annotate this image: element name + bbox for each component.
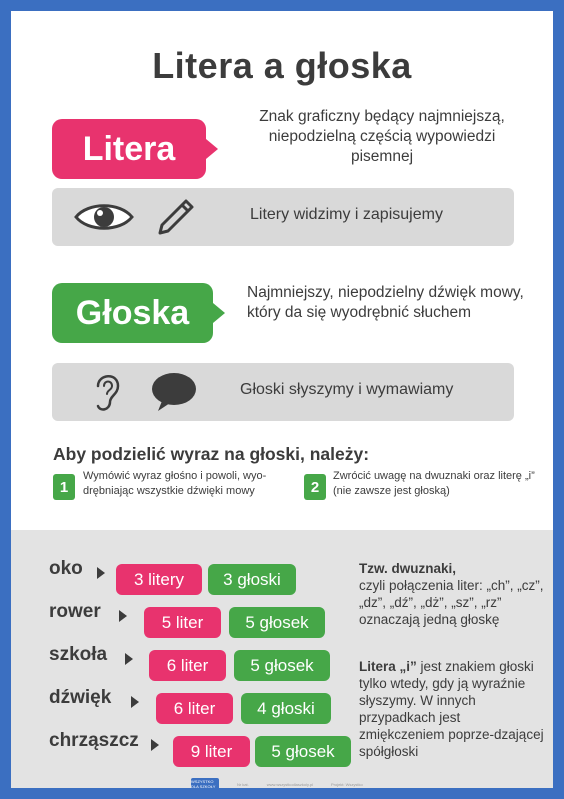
arrow-right-icon [125,653,133,665]
pencil-icon [156,197,196,242]
gloska-tag [52,283,213,343]
arrow-right-icon [131,696,139,708]
litera-definition: Znak graficzny będący najmniejszą, niepodzielną częścią wypowiedzi pisemnej [259,108,505,165]
gloska-definition: Najmniejszy, niepodzielny dźwięk mowy, który da się wyodrębnić słuchem [247,284,524,321]
example-word: szkoła [49,644,108,665]
gloska-bar [52,363,514,421]
arrow-right-icon [151,739,159,751]
digraphs-note [359,560,547,628]
footer [191,781,363,787]
sound-count-pill: 5 głosek [234,650,330,681]
example-word: dźwięk [49,687,112,708]
litera-tag [52,119,206,179]
poster [11,11,553,788]
letter-count-pill: 3 litery [116,564,202,595]
letter-i-heading: Litera „i” [359,659,417,674]
speech-bubble-icon [150,371,198,418]
litera-bar-text: Litery widzimy i zapisujemy [250,206,443,223]
arrow-right-icon [97,567,105,579]
step-2-text: Zwrócić uwagę na dwuznaki oraz literę „i” (nie zawsze jest głoską) [333,470,535,497]
litera-tag-label: Litera [82,129,176,168]
example-word: oko [49,558,83,579]
letter-count-pill: 6 liter [156,693,233,724]
publisher-logo: WSZYSTKO DLA SZKOŁY [191,778,219,788]
letter-count-pill: 6 liter [149,650,226,681]
digraphs-heading: Tzw. dwuznaki, [359,561,457,576]
footer-item: Nr kat. [237,781,249,787]
gloska-bar-text: Głoski słyszymy i wymawiamy [240,381,454,398]
letter-count-pill: 5 liter [144,607,221,638]
eye-icon [74,200,134,239]
arrow-right-icon [119,610,127,622]
example-word: rower [49,601,101,622]
letter-i-body: jest znakiem głoski tylko wtedy, gdy ją wyraźnie słyszymy. W innych przypadkach jest zmiękczeniem poprze-dzającej spółgłoski [359,659,544,759]
digraphs-body: czyli połączenia liter: „ch”, „cz”, „dz”, „dź”, „dż”, „sz”, „rz” oznaczają jedną głoskę [359,578,544,627]
division-heading: Aby podzielić wyraz na głoski, należy: [53,444,370,464]
litera-bar [52,188,514,246]
sound-count-pill: 4 głoski [241,693,331,724]
sound-count-pill: 5 głosek [229,607,325,638]
letter-i-note [359,658,547,760]
step-2-number: 2 [304,474,326,500]
page-title: Litera a głoska [152,45,412,86]
gloska-tag-label: Głoska [75,293,190,332]
ear-icon [92,370,122,419]
example-word: chrząszcz [49,730,139,751]
sound-count-pill: 5 głosek [255,736,351,767]
sound-count-pill: 3 głoski [208,564,296,595]
letter-count-pill: 9 liter [173,736,250,767]
step-1-text: Wymówić wyraz głośno i powoli, wyo-drębniając wszystkie dźwięki mowy [83,470,267,497]
step-1-number: 1 [53,474,75,500]
footer-item: Projekt: Wszystko [330,781,363,787]
footer-item: www.wszystkodlaszkoly.pl [266,781,313,787]
examples-section [11,530,553,788]
